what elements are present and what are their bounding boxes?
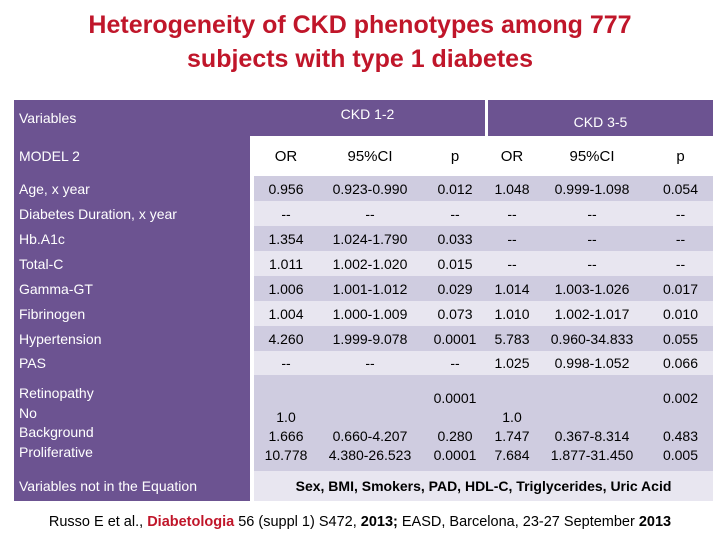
col-ci-2: 95%CI: [569, 147, 615, 165]
p-2: 0.066: [662, 355, 699, 371]
row-label: Diabetes Duration, x year: [14, 201, 250, 226]
or-1: 1.006: [268, 280, 304, 297]
row-label: Fibrinogen: [14, 301, 250, 326]
retinopathy-row: [14, 375, 713, 471]
title-line-2: subjects with type 1 diabetes: [187, 45, 533, 73]
p-2: 0.055: [662, 330, 699, 347]
row-label: Gamma-GT: [14, 276, 250, 301]
p-2: 0.005: [662, 447, 699, 463]
or-2: 1.747: [494, 428, 530, 444]
ci-1: 0.923-0.990: [332, 180, 408, 197]
retinopathy-labels: [14, 375, 250, 471]
retinopathy-ci-1: [318, 375, 422, 471]
p-2: 0.054: [662, 180, 699, 197]
or-1: --: [281, 205, 291, 222]
ci-1: --: [365, 205, 375, 222]
p-1: 0.0001: [433, 390, 477, 406]
header-row-columns: [14, 136, 713, 176]
p-1: 0.015: [437, 255, 473, 272]
or-2: 1.014: [494, 280, 530, 297]
p-1: 0.073: [437, 305, 473, 322]
citation-authors: Russo E et al.,: [48, 514, 148, 530]
citation-year-2: 2013: [638, 514, 672, 530]
or-1: 1.011: [269, 255, 303, 272]
table-row: [14, 226, 713, 251]
retinopathy-no-label: No: [19, 404, 37, 421]
table-row: [14, 176, 713, 201]
title-line-1: Heterogeneity of CKD phenotypes among 777: [88, 11, 632, 39]
table-row: [14, 301, 713, 326]
p-2: --: [675, 205, 686, 222]
slide-title: [0, 8, 720, 76]
or-2: --: [507, 230, 517, 247]
row-label: PAS: [14, 351, 250, 375]
retinopathy-ci-2: [536, 375, 648, 471]
p-1: 0.033: [437, 230, 473, 247]
or-1: 10.778: [264, 447, 308, 463]
or-2: 5.783: [494, 330, 530, 347]
row-label: Age, x year: [14, 176, 250, 201]
ci-1: 1.024-1.790: [332, 230, 408, 247]
or-1: --: [281, 355, 291, 371]
table-row: [14, 251, 713, 276]
row-label: Total-C: [14, 251, 250, 276]
or-1: 0.956: [268, 180, 304, 197]
col-or-1: OR: [274, 147, 298, 165]
p-2: 0.002: [662, 390, 699, 406]
p-2: 0.483: [662, 428, 699, 444]
p-2: --: [675, 230, 686, 247]
header-row-groups: [14, 100, 713, 136]
ci-1: 4.380-26.523: [328, 447, 412, 463]
table-row: [14, 351, 713, 375]
col-ci-1: 95%CI: [347, 147, 393, 165]
table-row: [14, 276, 713, 301]
retinopathy-proliferative-label: Proliferative: [19, 443, 93, 460]
p-1: --: [450, 355, 460, 371]
p-1: 0.0001: [433, 447, 477, 463]
ckd35-header: CKD 3-5: [573, 114, 628, 130]
p-2: 0.017: [662, 280, 699, 297]
retinopathy-or-1: [254, 375, 318, 471]
citation-footer: [0, 514, 720, 530]
table-row: [14, 326, 713, 351]
row-label: Hypertension: [14, 326, 250, 351]
ci-2: 1.877-31.450: [550, 447, 634, 463]
retinopathy-background-label: Background: [19, 424, 94, 440]
variables-header: Variables: [14, 100, 250, 136]
or-2: --: [507, 205, 517, 222]
citation-journal: Diabetologia: [147, 514, 235, 530]
p-2: --: [675, 255, 686, 272]
ci-1: 0.660-4.207: [332, 428, 408, 444]
ci-1: 1.000-1.009: [332, 305, 408, 322]
ci-2: --: [587, 230, 597, 247]
row-label: Hb.A1c: [14, 226, 250, 251]
citation-volume: 56 (suppl 1) S472,: [234, 514, 361, 530]
retinopathy-p-2: [648, 375, 713, 471]
not-in-equation-label: Variables not in the Equation: [14, 471, 250, 501]
ci-2: 0.367-8.314: [554, 428, 630, 444]
ci-2: 0.998-1.052: [554, 355, 630, 371]
retinopathy-or-2: [488, 375, 536, 471]
p-1: 0.0001: [433, 330, 477, 347]
or-2: 1.025: [494, 355, 530, 371]
or-2: 7.684: [494, 447, 530, 463]
ci-1: 1.001-1.012: [332, 280, 408, 297]
or-2: 1.010: [494, 305, 530, 322]
ci-2: --: [587, 255, 597, 272]
ci-2: 0.960-34.833: [550, 330, 634, 347]
citation-event: EASD, Barcelona, 23-27 September: [397, 514, 639, 530]
p-1: 0.280: [437, 428, 473, 444]
or-2: 1.0: [502, 409, 522, 425]
or-1: 1.0: [276, 409, 296, 425]
col-p-1: p: [450, 147, 460, 165]
ci-1: 1.002-1.020: [332, 255, 408, 272]
p-1: 0.012: [437, 180, 473, 197]
ci-1: 1.999-9.078: [332, 330, 408, 347]
model-header: MODEL 2: [14, 136, 250, 176]
col-or-2: OR: [500, 147, 524, 165]
p-2: 0.010: [662, 305, 699, 322]
or-1: 1.666: [268, 428, 304, 444]
retinopathy-p-1: [422, 375, 488, 471]
or-2: 1.048: [494, 180, 530, 197]
ci-2: 1.002-1.017: [554, 305, 630, 322]
table-row: [14, 201, 713, 226]
ci-2: 0.999-1.098: [554, 180, 630, 197]
or-1: 1.354: [268, 230, 304, 247]
or-1: 4.260: [268, 330, 304, 347]
retinopathy-label: Retinopathy: [19, 385, 94, 401]
ci-1: --: [365, 355, 375, 371]
ci-2: --: [587, 205, 597, 222]
citation-year: 2013;: [360, 514, 398, 530]
or-1: 1.004: [268, 305, 304, 322]
or-2: --: [507, 255, 517, 272]
col-p-2: p: [676, 147, 685, 165]
ci-2: 1.003-1.026: [554, 280, 630, 297]
ckd12-header: CKD 1-2: [340, 106, 395, 122]
p-1: --: [450, 205, 460, 222]
not-in-equation-row: [14, 471, 713, 501]
p-1: 0.029: [437, 280, 473, 297]
not-in-equation-value: Sex, BMI, Smokers, PAD, HDL-C, Triglycerides, Uric Acid: [295, 478, 672, 494]
